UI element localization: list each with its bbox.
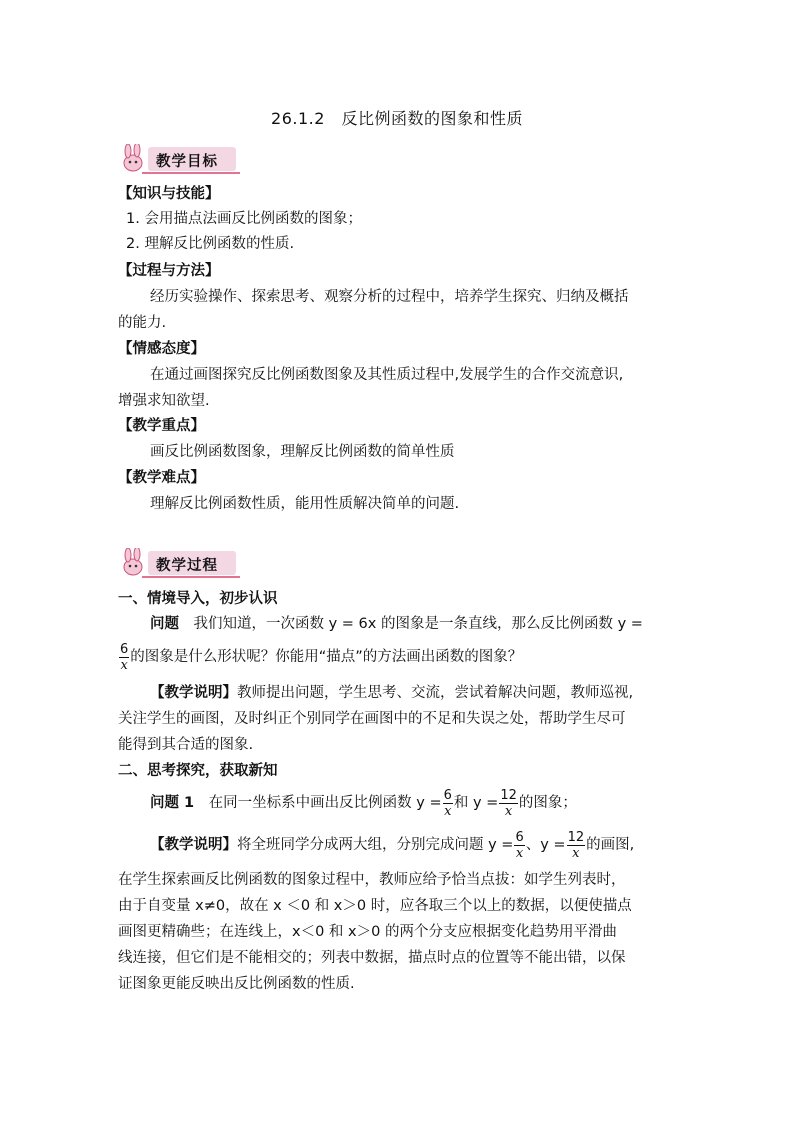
note2-text-1: 将全班同学分成两大组，分别完成问题 y = [237, 837, 514, 853]
page-title: 26.1.2 反比例函数的图象和性质 [271, 109, 523, 128]
process-text-2: 的能力. [118, 315, 167, 331]
banner-label: 教学目标 [156, 154, 218, 170]
difficulty-heading: 【教学难点】 [118, 470, 205, 486]
fraction-6-over-x: $\frac{6}{x}$ [515, 829, 524, 861]
note2-line-6: 证图象更能反映出反比例函数的性质. [118, 976, 355, 992]
problem1-text-2: 和 y = [453, 795, 499, 811]
note2-line-1 [150, 828, 710, 862]
note2-line-3: 由于自变量 x≠0，故在 x ＜0 和 x＞0 时，应各取三个以上的数据，以便使描点 [118, 898, 632, 914]
note1-text-1: 教师提出问题，学生思考、交流，尝试着解决问题，教师巡视, [237, 685, 634, 701]
emotion-text-1: 在通过画图探究反比例函数图象及其性质过程中,发展学生的合作交流意识, [150, 367, 624, 383]
note2-line-2: 在学生探索画反比例函数的图象过程中，教师应给予恰当点拔：如学生列表时， [118, 872, 626, 888]
part1-heading: 一、情境导入，初步认识 [118, 591, 278, 607]
section-banner-process [118, 548, 242, 580]
fraction-12-over-x: $\frac{12}{x}$ [567, 829, 585, 861]
note2-text-3: 的画图, [586, 837, 635, 853]
note1-line-2: 关注学生的画图，及时纠正个别同学在画图中的不足和失误之处，帮助学生尽可 [118, 711, 626, 727]
note2-label: 【教学说明】 [150, 837, 237, 853]
note1-line-3: 能得到其合适的图象. [118, 737, 254, 753]
emotion-text-2: 增强求知欲望. [118, 393, 210, 409]
banner-label: 教学过程 [156, 558, 218, 574]
fraction-6-over-x: $\frac{6}{x}$ [120, 641, 129, 673]
emotion-heading: 【情感态度】 [118, 341, 205, 357]
section-banner-objectives [118, 144, 242, 176]
knowledge-heading: 【知识与技能】 [118, 186, 220, 202]
note2-text-2: 、y = [525, 837, 566, 853]
problem1-label: 问题 1 [150, 795, 195, 811]
question-line-2 [118, 640, 678, 674]
key-text: 画反比例函数图象，理解反比例函数的简单性质 [150, 444, 455, 460]
difficulty-text: 理解反比例函数性质，能用性质解决简单的问题. [150, 496, 460, 512]
knowledge-item-2: 2. 理解反比例函数的性质. [126, 236, 295, 252]
knowledge-item-1: 1. 会用描点法画反比例函数的图象； [126, 211, 362, 227]
fraction-12-over-x: $\frac{12}{x}$ [500, 787, 517, 819]
process-heading: 【过程与方法】 [118, 263, 220, 279]
fraction-6-over-x: $\frac{6}{x}$ [443, 787, 452, 819]
note2-line-4: 画图更精确些；在连线上，x＜0 和 x＞0 的两个分支应根据变化趋势用平滑曲 [118, 924, 617, 940]
question-text-2: 的图象是什么形状呢？你能用“描点”的方法画出函数的图象？ [130, 649, 523, 665]
problem1-line [150, 786, 710, 820]
note1-line-1 [150, 683, 710, 703]
problem1-text-1: 在同一坐标系中画出反比例函数 y = [194, 795, 442, 811]
problem1-text-3: 的图象； [518, 795, 577, 811]
question-label: 问题 [150, 616, 179, 632]
note2-line-5: 线连接，但它们是不能相交的；列表中数据，描点时点的位置等不能出错，以保 [118, 950, 626, 966]
note1-label: 【教学说明】 [150, 685, 237, 701]
process-text-1: 经历实验操作、探索思考、观察分析的过程中，培养学生探究、归纳及概括 [150, 289, 629, 305]
question-line-1 [150, 614, 710, 634]
question-text: 我们知道，一次函数 y = 6x 的图象是一条直线，那么反比例函数 y = [179, 616, 643, 632]
key-heading: 【教学重点】 [118, 418, 205, 434]
part2-heading: 二、思考探究，获取新知 [118, 763, 278, 779]
